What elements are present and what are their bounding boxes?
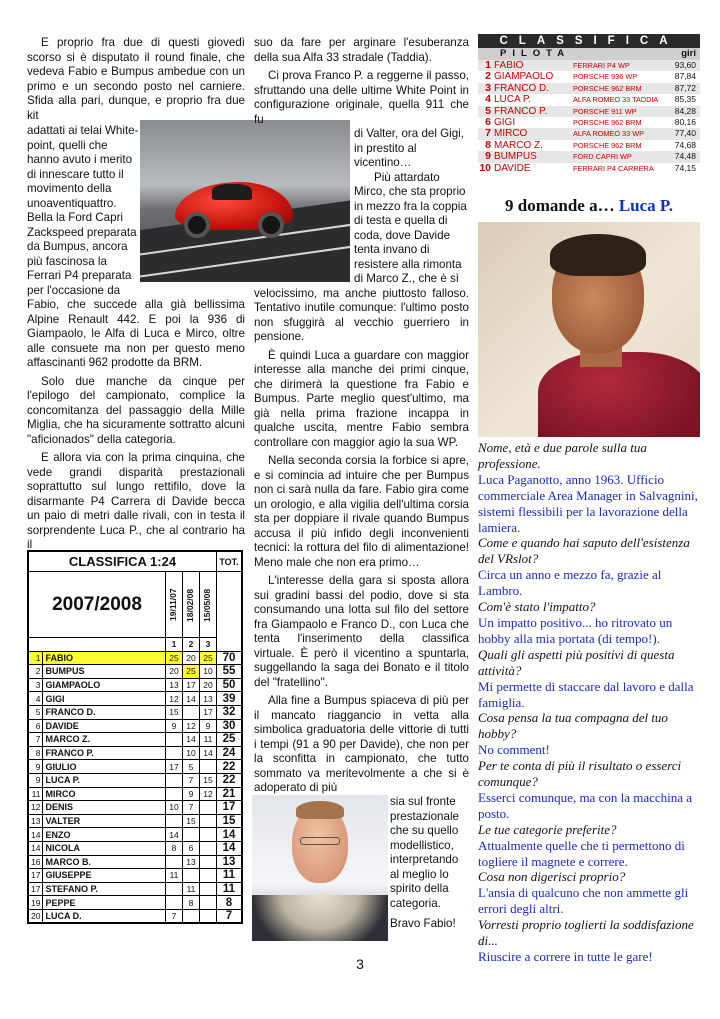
driver-name: MIRCO — [43, 787, 166, 801]
driver-name: DAVIDE — [43, 719, 166, 733]
result-car: PORSCHE 962 BRM — [573, 140, 642, 150]
total-points: 17 — [217, 801, 242, 815]
result-car: ALFA ROMEO 33 WP — [573, 129, 644, 139]
article-paragraph: Solo due manche da cinque per l'epilogo del campionato, complice la concomitanza del passaggio della Mille Miglia, che ha sicuramente sottratto alcuni "aficionados" della categoria. — [27, 374, 245, 446]
standings-row — [29, 719, 242, 733]
row-position: 11 — [29, 787, 43, 801]
standings-row — [29, 733, 242, 747]
wrap-line: unoaventiquattro. — [27, 196, 117, 210]
standings-row — [29, 801, 242, 815]
row-position: 19 — [29, 896, 43, 910]
race-3-points: 20 — [200, 678, 217, 692]
result-laps: 87,84 — [674, 71, 696, 82]
wrap-line: Zackspeed preparata — [27, 225, 137, 239]
wrap-line: di innescare tutto il — [27, 167, 124, 181]
row-position: 3 — [29, 678, 43, 692]
total-points: 55 — [217, 665, 242, 679]
row-position: 13 — [29, 814, 43, 828]
interview-question: Nome, età e due parole sulla tua professione. — [478, 440, 647, 471]
interviewee-name: Luca P. — [618, 196, 673, 215]
driver-name: VALTER — [43, 814, 166, 828]
article-paragraph: Fabio, che succede alla già bellissima Alpine Renault 442. E poi la 936 di Giampaolo, le Alfa di Luca e Mirco, oltre alle consuete ma non per questo meno affascinanti 962 prodotte da BRM. — [27, 298, 245, 369]
race-1-points: 7 — [166, 909, 183, 923]
result-laps: 74,48 — [674, 151, 696, 162]
race-2-points: 25 — [183, 665, 200, 679]
wrap-line: di testa e quella di — [354, 214, 448, 227]
result-position: 6 — [485, 115, 491, 128]
driver-name: ENZO — [43, 828, 166, 842]
race-3-points — [200, 909, 217, 923]
race-2-points: 8 — [183, 896, 200, 910]
result-driver: FRANCO P. — [494, 105, 548, 117]
wrap-line: hanno avuto i merito — [27, 153, 133, 166]
article-paragraph: Alla fine a Bumpus spiaceva di più per il mancato riaggancio in vetta alla simbolica graduatoria delle vittorie di tutti i tempi (91 a 90 per Davide), che non per la sconfitta in campionato, che tutto sommato va meritevolmente a che si è adoperato di più — [254, 694, 469, 794]
race-3-points — [200, 882, 217, 896]
race-date: 18/02/08 — [185, 587, 195, 622]
total-points: 15 — [217, 814, 242, 828]
article-paragraph: Nella seconda corsia la forbice si apre, e si comincia ad intuire che per Bumpus non ci sarà nulla da fare. Fabio gira come un orologio, e alla vigilia dell'ultima corsia sta per doppiare il rivale quando Bumpus accusa il più infido degli inconvenienti tecnici: la rottura del filo di alimentazione! Meno male che non era primo… — [254, 454, 469, 569]
driver-name: GIULIO — [43, 760, 166, 774]
total-points: 11 — [217, 869, 242, 883]
season-label: 2007/2008 — [29, 572, 166, 638]
interview-answer: L'ansia di qualcuno che non ammette gli errori degli altri. — [478, 885, 689, 917]
race-1-points — [166, 733, 183, 747]
wrap-block — [27, 124, 139, 298]
result-position: 10 — [479, 161, 491, 174]
race-1-points: 12 — [166, 692, 183, 706]
standings-row — [29, 787, 242, 801]
results-row — [478, 163, 700, 174]
result-car: FERRARI P4 CARRERA — [573, 163, 654, 173]
total-points: 11 — [217, 882, 242, 896]
race-2-points: 6 — [183, 841, 200, 855]
result-laps: 77,40 — [674, 128, 696, 139]
interview-answer: Riuscire a correre in tutte le gare! — [478, 949, 653, 964]
race-1-points — [166, 855, 183, 869]
result-laps: 85,35 — [674, 94, 696, 105]
race-3-points — [200, 869, 217, 883]
driver-name: GIAMPAOLO — [43, 678, 166, 692]
standings-row — [29, 841, 242, 855]
race-date: 19/11/07 — [168, 588, 178, 621]
race-2-points: 20 — [183, 651, 200, 665]
race-1-points: 8 — [166, 841, 183, 855]
article-paragraph: È quindi Luca a guardare con maggior interesse alla manche dei primi cinque, che dirimerà la questione fra Fabio e Bumpus. Parte meglio quest'ultimo, ma già nella prima frazione incappa in qualche uscita, mentre Fabio sembra controllare con maggior agio la sua WP. — [254, 348, 469, 449]
wrap-line: adattati ai telai White- — [27, 124, 139, 137]
interview-question: Le tue categorie preferite? — [478, 821, 617, 837]
result-laps: 80,16 — [674, 116, 696, 127]
driver-name: FABIO — [43, 651, 166, 665]
race-1-points: 11 — [166, 869, 183, 883]
driver-name: FRANCO D. — [43, 705, 166, 719]
page-number: 3 — [356, 956, 364, 972]
race-number: 1 — [166, 638, 183, 652]
interview-heading-text: 9 domande a… — [505, 196, 615, 215]
closing-line: Bravo Fabio! — [390, 917, 456, 930]
standings-title: CLASSIFICA 1:24 — [29, 552, 217, 572]
interview-question: Per te conta di più il risultato o esserci comunque? — [478, 758, 682, 790]
standings-row — [29, 869, 242, 883]
results-row — [478, 83, 700, 94]
race-2-points — [183, 705, 200, 719]
wrap-line: Più attardato — [374, 170, 440, 184]
result-laps: 74,15 — [674, 162, 696, 173]
interview-question: Vorresti proprio toglierti la soddisfazione di... — [478, 917, 694, 949]
wrap-line: Bella la Ford Capri — [27, 211, 124, 224]
results-row — [478, 71, 700, 82]
race-3-points — [200, 814, 217, 828]
result-driver: GIAMPAOLO — [494, 71, 554, 83]
result-driver: FRANCO D. — [494, 82, 549, 94]
article-paragraph: sia sul fronte prestazionale che su quello modellistico, interpretando al meglio lo spirito della categoria. — [390, 795, 459, 910]
race-2-points — [183, 909, 200, 923]
race-1-points: 20 — [166, 665, 183, 679]
results-row — [478, 128, 700, 139]
total-points: 50 — [217, 678, 242, 692]
row-position: 5 — [29, 705, 43, 719]
driver-name: LUCA P. — [43, 773, 166, 787]
race-2-points: 14 — [183, 733, 200, 747]
race-2-points: 15 — [183, 814, 200, 828]
interview-question: Com'è stato l'impatto? — [478, 599, 596, 615]
result-position: 9 — [485, 150, 491, 163]
driver-name: DENIS — [43, 801, 166, 815]
interview-text — [478, 440, 700, 965]
race-1-points: 10 — [166, 801, 183, 815]
total-header: TOT. — [217, 552, 242, 572]
race-3-points — [200, 841, 217, 855]
driver-name: BUMPUS — [43, 665, 166, 679]
total-points: 8 — [217, 896, 242, 910]
row-position: 16 — [29, 855, 43, 869]
wrap-line: Mirco, che sta proprio — [354, 185, 466, 198]
race-1-points: 17 — [166, 760, 183, 774]
total-points: 21 — [217, 787, 242, 801]
race-2-points: 13 — [183, 855, 200, 869]
total-points: 25 — [217, 733, 242, 747]
wrap-line: movimento della — [27, 182, 112, 195]
total-points: 14 — [217, 828, 242, 842]
wrap-line: più fascinosa la — [27, 254, 107, 268]
wrap-line: point, quelli che — [27, 138, 108, 152]
row-position: 9 — [29, 760, 43, 774]
row-position: 2 — [29, 665, 43, 679]
race-2-points: 7 — [183, 801, 200, 815]
results-rows — [478, 60, 700, 174]
row-position: 9 — [29, 773, 43, 787]
row-position: 14 — [29, 841, 43, 855]
article-paragraph: L'interesse della gara si sposta allora sui gradini bassi del podio, dove si sta consumando una lotta sul filo del settore fra Giampaolo e Franco D., con Luca che tenta l'inserimento della classifica virtuale. È però il vicentino a spuntarla, suggellando la saga dei Bonato e il titolo del "fratellino". — [254, 574, 469, 689]
result-position: 4 — [485, 93, 491, 106]
wrap-line: in prestito al — [354, 141, 417, 155]
article-paragraph: velocissimo, ma anche piuttosto falloso. Tentativo inutile comunque: l'ultimo posto non sfuggirà al vecchio guerriero in pensione. — [254, 286, 469, 343]
article-paragraph: E proprio fra due di questi giovedì scorso si è disputato il round finale, che vedeva Fabio e Bumpus ambedue con un primo e un secondo posto nel carniere. Sfida alla pari, dunque, e proprio fra due kit — [27, 36, 245, 122]
standings-row — [29, 828, 242, 842]
article-paragraph: E allora via con la prima cinquina, che vede grandi disparità prestazionali soprattutto sul lungo rettifilo, dove la disarmante P4 Carrera di Davide becca un paio di metri dalle rivali, con in testa il sorprendente Luca P., che al contrario ha il — [27, 451, 245, 551]
championship-standings-table — [27, 550, 243, 924]
wrap-line: di Marco Z., che è sì — [354, 272, 460, 285]
total-points: 30 — [217, 719, 242, 733]
race-1-points — [166, 746, 183, 760]
article-column-2 — [254, 36, 469, 800]
race-1-points: 14 — [166, 828, 183, 842]
result-driver: DAVIDE — [494, 162, 531, 174]
standings-row — [29, 665, 242, 679]
result-driver: FABIO — [494, 60, 524, 71]
wrap-line: in mezzo fra la coppia — [354, 199, 467, 213]
race-2-points: 14 — [183, 692, 200, 706]
standings-row — [29, 678, 242, 692]
interview-answer: Attualmente quelle che ti permettono di togliere il magnete e correre. — [478, 837, 685, 869]
race-1-points: 25 — [166, 651, 183, 665]
results-row — [478, 117, 700, 128]
total-points: 7 — [217, 909, 242, 923]
driver-name: MARCO Z. — [43, 733, 166, 747]
standings-row — [29, 896, 242, 910]
race-2-points — [183, 869, 200, 883]
row-position: 8 — [29, 746, 43, 760]
interview-answer: Circa un anno e mezzo fa, grazie al Lambro. — [478, 567, 662, 599]
race-1-points — [166, 787, 183, 801]
standings-row — [29, 814, 242, 828]
standings-row — [29, 909, 242, 923]
article-paragraph: Ci prova Franco P. a reggerne il passo, sfruttando una delle ultime White Point in configurazione originale, quella 911 che fu — [254, 69, 469, 126]
results-row — [478, 60, 700, 71]
result-position: 5 — [485, 104, 491, 117]
race-number: 3 — [200, 638, 217, 652]
interview-heading — [478, 196, 700, 216]
race-3-points: 10 — [200, 665, 217, 679]
interview-answer: Un impatto positivo... ho ritrovato un hobby alla mia portata (di tempo!). — [478, 614, 673, 646]
standings-row — [29, 692, 242, 706]
row-position: 12 — [29, 801, 43, 815]
driver-name: LUCA D. — [43, 909, 166, 923]
race-2-points: 7 — [183, 773, 200, 787]
result-car: PORSCHE 962 BRM — [573, 83, 642, 93]
result-laps: 87,72 — [674, 82, 696, 93]
race-2-points: 11 — [183, 882, 200, 896]
wrap-line: resistere alla rimonta — [354, 257, 462, 271]
driver-name: GIGI — [43, 692, 166, 706]
row-position: 17 — [29, 882, 43, 896]
article-column-1 — [27, 36, 245, 557]
race-number: 2 — [183, 638, 200, 652]
interview-answer: No comment! — [478, 742, 550, 758]
row-position: 14 — [29, 828, 43, 842]
race-2-points: 5 — [183, 760, 200, 774]
total-points: 14 — [217, 841, 242, 855]
interview-question: Quali gli aspetti più positivi di questa attività? — [478, 646, 675, 678]
result-laps: 74,68 — [674, 139, 696, 150]
total-points: 24 — [217, 746, 242, 760]
race-3-points: 25 — [200, 651, 217, 665]
race-results-box — [478, 34, 700, 174]
standings-row — [29, 855, 242, 869]
race-3-points: 13 — [200, 692, 217, 706]
row-position: 7 — [29, 733, 43, 747]
race-1-points: 13 — [166, 678, 183, 692]
driver-name: STEFANO P. — [43, 882, 166, 896]
driver-name: PEPPE — [43, 896, 166, 910]
result-position: 2 — [485, 70, 491, 83]
interview-question: Cosa pensa la tua compagna del tuo hobby? — [478, 710, 668, 742]
wrap-line: vicentino… — [354, 156, 412, 169]
standings-row — [29, 651, 242, 665]
interview-question: Come e quando hai saputo dell'esistenza del VRslot? — [478, 535, 690, 567]
total-points: 13 — [217, 855, 242, 869]
luca-portrait-photo — [478, 222, 700, 437]
interview-answer: Luca Paganotto, anno 1963. Ufficio commerciale Area Manager in Salvagnini, sistemi flessibili per la lavorazione della lamiera. — [478, 471, 698, 535]
driver-name: NICOLA — [43, 841, 166, 855]
interview-question: Cosa non digerisci proprio? — [478, 869, 626, 885]
race-3-points: 12 — [200, 787, 217, 801]
results-row — [478, 140, 700, 151]
race-2-points — [183, 828, 200, 842]
result-position: 8 — [485, 138, 491, 151]
result-driver: BUMPUS — [494, 151, 537, 163]
race-3-points — [200, 896, 217, 910]
result-position: 7 — [485, 127, 491, 140]
race-date: 15/05/08 — [202, 587, 212, 622]
driver-name: FRANCO P. — [43, 746, 166, 760]
race-3-points: 11 — [200, 733, 217, 747]
total-points: 32 — [217, 705, 242, 719]
race-1-points: 15 — [166, 705, 183, 719]
article-column-2-end — [390, 795, 470, 932]
wrap-line: da Bumpus, ancora — [27, 240, 128, 253]
article-paragraph: suo da fare per arginare l'esuberanza della sua Alfa 33 stradale (Taddia). — [254, 36, 469, 64]
result-car: ALFA ROMEO 33 TADDIA — [573, 95, 659, 105]
results-title: CLASSIFICA — [478, 34, 700, 48]
wrap-line: Ferrari P4 preparata — [27, 269, 132, 282]
wrap-line: coda, dove Davide — [354, 228, 451, 242]
results-header — [478, 48, 700, 60]
standings-row — [29, 773, 242, 787]
race-2-points: 17 — [183, 678, 200, 692]
total-points: 70 — [217, 651, 242, 665]
result-car: PORSCHE 962 BRM — [573, 117, 642, 127]
race-3-points: 17 — [200, 705, 217, 719]
race-3-points — [200, 855, 217, 869]
driver-name: MARCO B. — [43, 855, 166, 869]
race-1-points — [166, 896, 183, 910]
standings-row — [29, 746, 242, 760]
race-3-points: 14 — [200, 746, 217, 760]
fabio-portrait-photo — [252, 795, 388, 941]
standings-row — [29, 705, 242, 719]
standings-row — [29, 882, 242, 896]
results-row — [478, 94, 700, 105]
interview-answer: Mi permette di staccare dal lavoro e dalla famiglia. — [478, 678, 694, 710]
result-driver: LUCA P. — [494, 94, 532, 106]
row-position: 20 — [29, 909, 43, 923]
row-position: 4 — [29, 692, 43, 706]
total-points: 22 — [217, 773, 242, 787]
result-driver: MIRCO — [494, 128, 528, 140]
wrap-block — [354, 127, 469, 287]
race-3-points — [200, 828, 217, 842]
wrap-line: tenta invano di — [354, 243, 430, 256]
race-1-points — [166, 882, 183, 896]
race-3-points: 15 — [200, 773, 217, 787]
total-points: 22 — [217, 760, 242, 774]
result-driver: GIGI — [494, 116, 516, 128]
result-position: 1 — [485, 59, 491, 71]
race-2-points: 12 — [183, 719, 200, 733]
results-row — [478, 151, 700, 162]
race-3-points: 9 — [200, 719, 217, 733]
result-driver: MARCO Z. — [494, 139, 543, 151]
race-1-points: 9 — [166, 719, 183, 733]
driver-name: GIUSEPPE — [43, 869, 166, 883]
row-position: 1 — [29, 651, 43, 665]
result-car: FERRARI P4 WP — [573, 61, 630, 70]
wrap-line: di Valter, ora del Gigi, — [354, 127, 464, 140]
result-car: FORD CAPRI WP — [573, 152, 632, 162]
interview-answer: Esserci comunque, ma con la macchina a posto. — [478, 789, 693, 821]
race-1-points — [166, 773, 183, 787]
result-laps: 93,60 — [674, 60, 696, 70]
total-points: 39 — [217, 692, 242, 706]
standings-row — [29, 760, 242, 774]
pilot-column-header: PILOTA — [500, 48, 571, 59]
race-3-points — [200, 801, 217, 815]
result-position: 3 — [485, 81, 491, 94]
row-position: 17 — [29, 869, 43, 883]
race-2-points: 10 — [183, 746, 200, 760]
laps-column-header: giri — [681, 48, 696, 59]
race-3-points — [200, 760, 217, 774]
wrap-line: per l'occasione da — [27, 283, 121, 297]
race-2-points: 9 — [183, 787, 200, 801]
results-row — [478, 106, 700, 117]
row-position: 6 — [29, 719, 43, 733]
race-1-points — [166, 814, 183, 828]
result-car: PORSCHE 936 WP — [573, 72, 638, 82]
result-car: PORSCHE 911 WP — [573, 106, 637, 116]
result-laps: 84,28 — [674, 105, 696, 116]
